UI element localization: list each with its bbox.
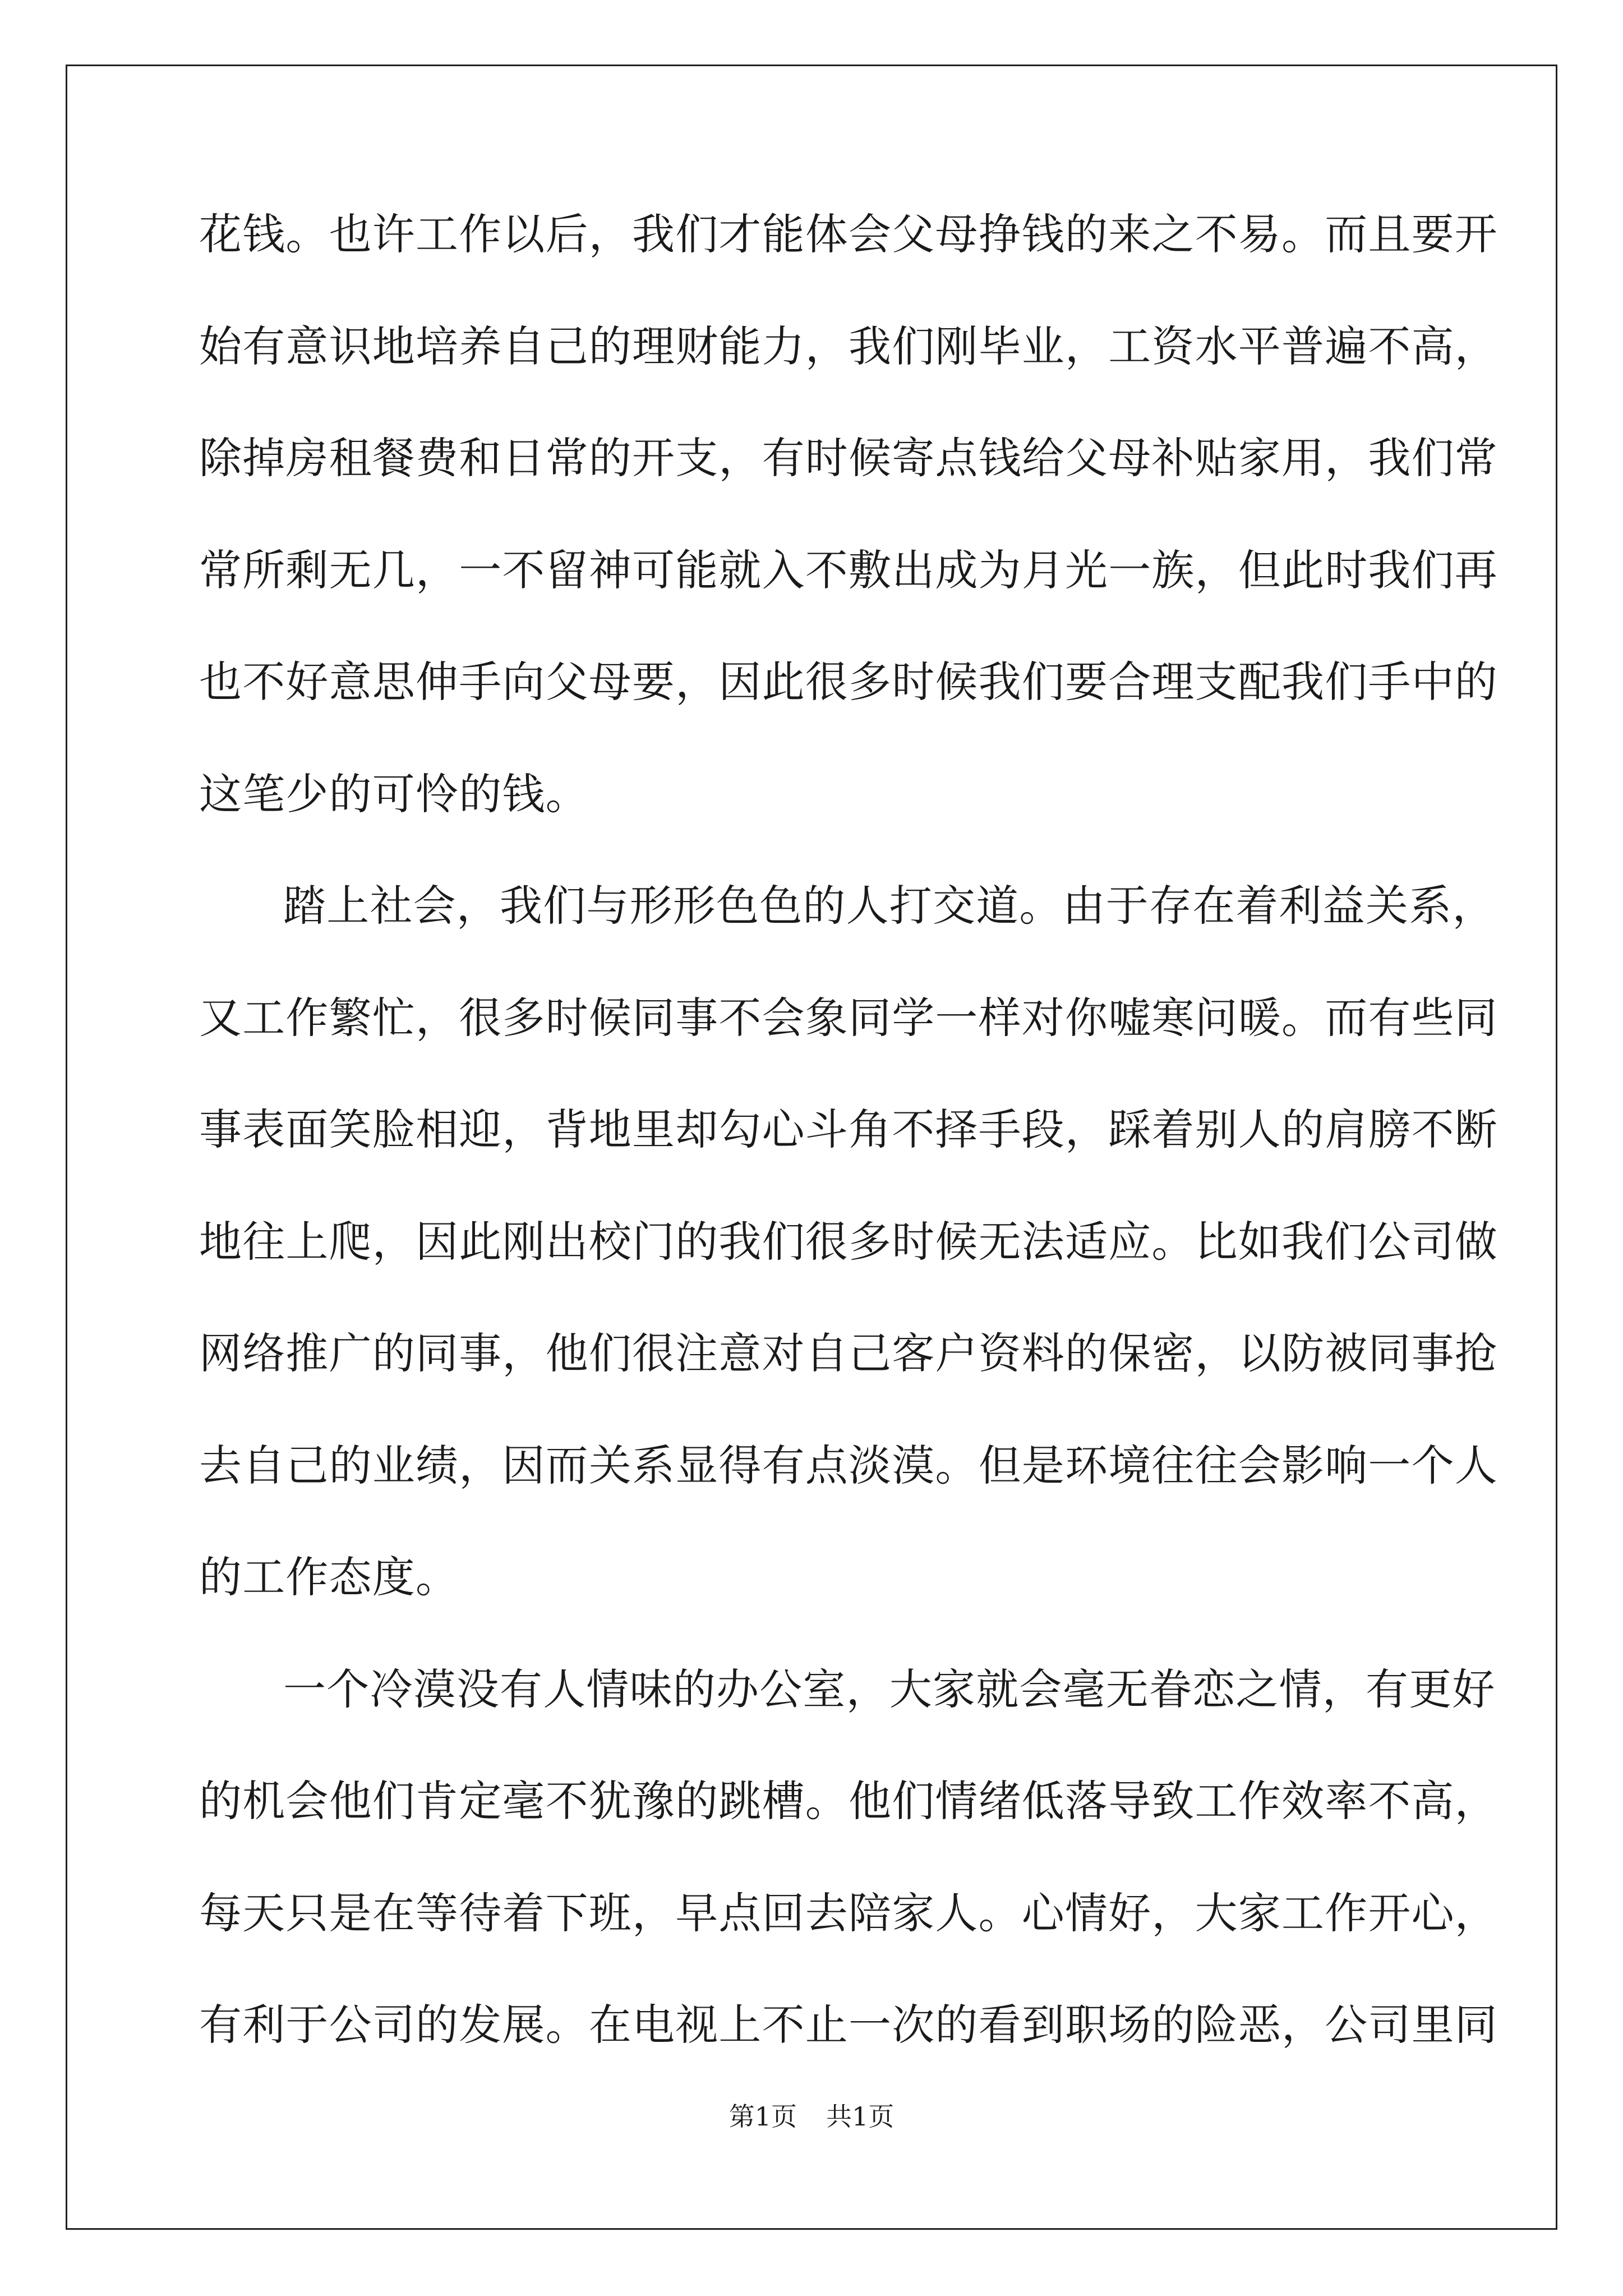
text-line: 有利于公司的发展。在电视上不止一次的看到职场的险恶，公司里同 bbox=[199, 2000, 1498, 2050]
text-line: 又工作繁忙，很多时候同事不会象同学一样对你嘘寒问暖。而有些同 bbox=[199, 993, 1498, 1043]
paragraph-first-line: 踏上社会，我们与形形色色的人打交道。由于存在着利益关系， bbox=[283, 881, 1496, 931]
text-line: 地往上爬，因此刚出校门的我们很多时候无法适应。比如我们公司做 bbox=[199, 1217, 1498, 1267]
page-footer bbox=[0, 2101, 1623, 2132]
text-line: 的工作态度。 bbox=[199, 1552, 459, 1602]
text-line: 的机会他们肯定毫不犹豫的跳槽。他们情绪低落导致工作效率不高， bbox=[199, 1776, 1498, 1826]
page-number: 第1页 bbox=[728, 2101, 797, 2132]
paragraph-first-line: 一个冷漠没有人情味的办公室，大家就会毫无眷恋之情，有更好 bbox=[283, 1664, 1496, 1714]
text-line: 这笔少的可怜的钱。 bbox=[199, 769, 589, 819]
text-line: 花钱。也许工作以后，我们才能体会父母挣钱的来之不易。而且要开 bbox=[199, 209, 1498, 259]
text-line: 事表面笑脸相迎，背地里却勾心斗角不择手段，踩着别人的肩膀不断 bbox=[199, 1105, 1498, 1154]
text-line: 常所剩无几，一不留神可能就入不敷出成为月光一族，但此时我们再 bbox=[199, 545, 1498, 595]
text-line: 每天只是在等待着下班，早点回去陪家人。心情好，大家工作开心， bbox=[199, 1888, 1498, 1938]
text-line: 去自己的业绩，因而关系显得有点淡漠。但是环境往往会影响一个人 bbox=[199, 1441, 1498, 1490]
text-line: 网络推广的同事，他们很注意对自己客户资料的保密，以防被同事抢 bbox=[199, 1328, 1498, 1378]
text-line: 始有意识地培养自己的理财能力，我们刚毕业，工资水平普遍不高， bbox=[199, 321, 1498, 371]
text-line: 除掉房租餐费和日常的开支，有时候寄点钱给父母补贴家用，我们常 bbox=[199, 433, 1498, 483]
text-line: 也不好意思伸手向父母要，因此很多时候我们要合理支配我们手中的 bbox=[199, 657, 1498, 707]
page-total: 共1页 bbox=[826, 2101, 895, 2132]
